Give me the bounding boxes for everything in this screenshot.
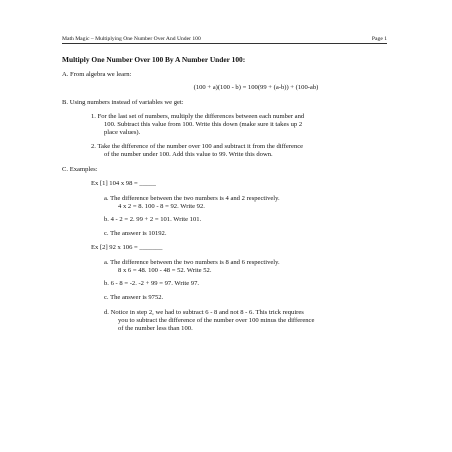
example1-title: Ex [1] 104 x 98 = _____ (91, 180, 156, 187)
example2-a-line2: 8 x 6 = 48. 100 - 48 = 52. Write 52. (118, 267, 212, 274)
document-title: Multiply One Number Over 100 By A Number Under 100: (62, 55, 246, 64)
example1-a-line1: a. The difference between the two numbers is 4 and 2 respectively. (104, 195, 280, 202)
step1-line1: 1. For the last set of numbers, multiply the differences between each number and (91, 113, 305, 120)
step1-line2: 100. Subtract this value from 100. Write this down (make sure it takes up 2 (104, 121, 303, 128)
step2-line2: of the number under 100. Add this value to 99. Write this down. (104, 151, 273, 158)
header-title: Math Magic – Multiplying One Number Over And Under 100 (62, 36, 201, 42)
algebra-formula: (100 + a)(100 - b) = 100(99 + (a-b)) + (100-ab) (193, 84, 319, 91)
example2-d-line2: you to subtract the difference of the number over 100 minus the difference (118, 317, 315, 324)
example2-b: b. 6 - 8 = -2. -2 + 99 = 97. Write 97. (104, 280, 200, 287)
example2-d-line3: of the number less than 100. (118, 325, 193, 332)
example2-title: Ex [2] 92 x 106 = _______ (91, 244, 163, 251)
step1-line3: place values). (104, 129, 141, 136)
example2-a-line1: a. The difference between the two numbers is 8 and 6 respectively. (104, 259, 280, 266)
step2-line1: 2. Take the difference of the number over 100 and subtract it from the difference (91, 143, 304, 150)
example1-c: c. The answer is 10192. (104, 230, 167, 237)
section-c-heading: C. Examples: (62, 166, 98, 173)
page-number: Page 1 (371, 36, 387, 42)
page-header (62, 36, 387, 44)
example1-b: b. 4 - 2 = 2. 99 + 2 = 101. Write 101. (104, 216, 202, 223)
section-b-heading: B. Using numbers instead of variables we get: (62, 99, 184, 106)
section-a-heading: A. From algebra we learn: (62, 71, 132, 78)
example1-a-line2: 4 x 2 = 8. 100 - 8 = 92. Write 92. (118, 203, 205, 210)
example2-c: c. The answer is 9752. (104, 294, 164, 301)
example2-d-line1: d. Notice in step 2, we had to subtract 6 - 8 and not 8 - 6. This trick requires (104, 309, 304, 316)
